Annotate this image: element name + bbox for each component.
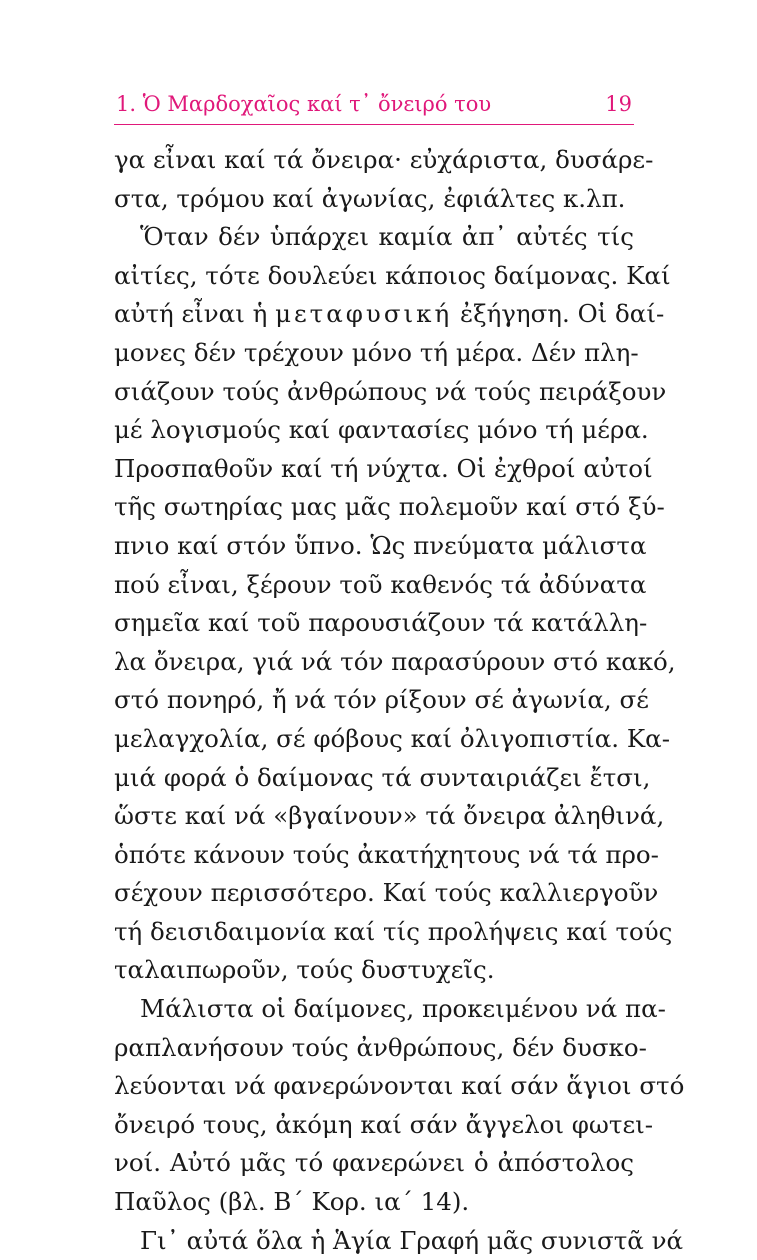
text-line: ὥστε καί νά «βγαίνουν» τά ὄνειρα ἀληθινά, [114,801,665,831]
text-line: πού εἶναι, ξέρουν τοῦ καθενός τά ἀδύνατα [114,569,647,599]
text-line: μελαγχολία, σέ φόβους καί ὀλιγοπιστία. Κα- [114,723,670,753]
text-line: νοί. Αὐτό μᾶς τό φανερώνει ὁ ἀπόστολος [114,1148,634,1178]
text-line: Προσπαθοῦν καί τή νύχτα. Οἱ ἐχθροί αὐτοί [114,453,653,483]
body-text [114,141,685,1260]
text-line: αἰτίες, τότε δουλεύει κάποιος δαίμονας. Καί [114,260,671,290]
text-line: τή δεισιδαιμονία καί τίς προλήψεις καί τούς [114,916,673,946]
book-page [114,88,685,1260]
running-head [114,88,634,125]
chapter-title: 1. Ὁ Μαρδοχαῖος καί τ᾿ ὄνειρό του [116,92,492,116]
text-line: πνιο καί στόν ὕπνο. Ὡς πνεύματα μάλιστα [114,530,647,560]
text-line: στό πονηρό, ἤ νά τόν ρίξουν σέ ἀγωνία, σέ [114,685,649,715]
text-line: σιάζουν τούς ἀνθρώπους νά τούς πειράξουν [114,376,667,406]
text-line: Παῦλος (βλ. Β΄ Κορ. ια΄ 14). [114,1187,470,1217]
paragraph-start-line: Μάλιστα οἱ δαίμονες, προκειμένου νά πα- [140,994,666,1024]
text-segment: ἐξήγηση. Οἱ δαί- [452,299,665,329]
text-line: σημεῖα καί τοῦ παρουσιάζουν τά κατάλλη- [114,608,648,638]
text-line: ταλαιπωροῦν, τούς δυστυχεῖς. [114,955,495,985]
text-line: μιά φορά ὁ δαίμονας τά συνταιριάζει ἔτσι, [114,762,651,792]
paragraph-start-line: Γι᾿ αὐτά ὅλα ἡ Ἁγία Γραφή μᾶς συνιστᾶ νά [140,1225,684,1255]
text-line: λεύονται νά φανερώνονται καί σάν ἅγιοι στό [114,1071,685,1101]
text-line: σέχουν περισσότερο. Καί τούς καλλιεργοῦν [114,878,659,908]
paragraph-start-line: Ὅταν δέν ὑπάρχει καμία ἀπ᾿ αὐτές τίς [140,222,634,252]
text-line: γα εἶναι καί τά ὄνειρα· εὐχάριστα, δυσάρε- [114,145,654,174]
text-line: ὄνειρό τους, ἀκόμη καί σάν ἄγγελοι φωτει- [114,1109,654,1139]
text-line: ραπλανήσουν τούς ἀνθρώπους, δέν δυσκο- [114,1032,647,1062]
text-line: μονες δέν τρέχουν μόνο τή μέρα. Δέν πλη- [114,337,639,367]
text-line [114,295,665,334]
text-line: λα ὄνειρα, γιά νά τόν παρασύρουν στό κακό, [114,646,676,676]
text-line: μέ λογισμούς καί φαντασίες μόνο τή μέρα. [114,415,649,445]
text-line: στα, τρόμου καί ἀγωνίας, ἐφιάλτες κ.λπ. [114,183,626,213]
emphasized-word: μεταφυσική [275,299,453,329]
text-segment: αὐτή εἶναι ἡ [114,299,276,329]
page-number: 19 [605,92,632,116]
text-line: ὁπότε κάνουν τούς ἀκατήχητους νά τά προ- [114,839,659,869]
text-line: τῆς σωτηρίας μας μᾶς πολεμοῦν καί στό ξύ- [114,492,665,522]
